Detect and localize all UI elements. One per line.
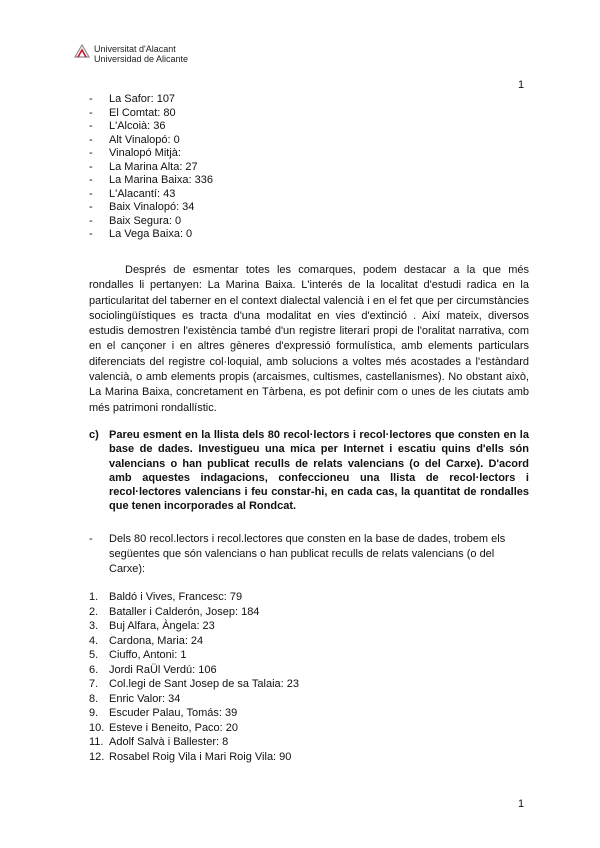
list-item-text: La Safor: 107 (109, 93, 176, 105)
question-c (89, 428, 529, 514)
list-item-text: La Vega Baixa: 0 (109, 228, 193, 240)
list-item: - La Marina Baixa: 336 (89, 174, 213, 186)
body-paragraph (89, 263, 529, 416)
list-item: - La Safor: 107 (89, 93, 176, 105)
page-number-top: 1 (518, 79, 525, 91)
list-item (89, 605, 299, 620)
item-text: Baldó i Vives, Francesc: 79 (109, 591, 243, 603)
item-number: 12. (89, 750, 105, 763)
item-number: 4. (89, 634, 99, 647)
item-number: 7. (89, 678, 99, 690)
logo-line-1: Universitat d'Alacant (94, 44, 176, 54)
list-item-text: La Marina Alta: 27 (109, 160, 198, 173)
list-item: - L'Alcoià: 36 (89, 120, 166, 132)
item-number: 11. (89, 736, 104, 748)
item-text: Adolf Salvà i Ballester: 8 (109, 736, 229, 748)
list-item-text: Baix Segura: 0 (109, 214, 182, 227)
logo-line-2: Universidad de Alicante (94, 54, 189, 64)
list-item-text: L'Alacantí: 43 (109, 187, 176, 200)
item-number: 9. (89, 707, 99, 719)
list-item: - La Marina Alta: 27 (89, 160, 198, 173)
answer-text: Dels 80 recol.lectors i recol.lectores que consten en la base de dades, trobem els següentes que són valencians o han publicat reculls de relats valencians (o del Carxe): (109, 533, 506, 575)
list-item-text: El Comtat: 80 (109, 106, 176, 119)
collectors-list (89, 590, 299, 764)
answer-dash: - (89, 533, 93, 545)
item-text: Ciuffo, Antoni: 1 (109, 649, 187, 661)
item-text: Buj Alfara, Àngela: 23 (109, 620, 215, 632)
university-logo-icon (74, 44, 90, 58)
page-number-bottom: 1 (518, 798, 525, 810)
question-text: Pareu esment en la llista dels 80 recol·lectors i recol·lectores que consten en la base de dades. Investigueu una mica per Internet i escatiu quins d'ells són valencians o han publicat reculls de relats valencians (o del Carxe). D'acord amb aquestes indagacions, confeccioneu una llista de recol·lectors i recol·lectores valencians i feu constar-hi, en cada cas, la quantitat de rondalles que tenen incorporades al Rondcat. (109, 429, 529, 513)
list-item-text: Alt Vinalopó: 0 (109, 133, 180, 146)
university-logo (74, 44, 188, 64)
list-item (89, 619, 299, 634)
item-text: Bataller i Calderón, Josep: 184 (109, 605, 260, 618)
paragraph-text: Després de esmentar totes les comarques, podem destacar a la que més rondalles li pertanyen: La Marina Baixa. L'interés de la localitat d'estudi radica en la particularitat del taberner en el context dialectal valencià i en el fet que per circumstàncies sociolingüístiques es tracta d'una modalitat en vies d'extinció . Així mateix, diversos estudis demostren l'existència també d'un registre literari propi de l'oralitat narrativa, com en el cançoner i en altres gèneres d'expressió formulística, amb elements particulars diferenciats del registre col·loquial, amb solucions a voltes més acostades a l'estàndard valencià, o amb elements propis (arcaismes, cultismes, castellanismes). No obstant això, La Marina Baixa, concretament en Tàrbena, es pot definir com o unes de les ciutats amb més patrimoni rondallístic. (89, 264, 529, 414)
logo-text (94, 44, 188, 64)
item-number: 6. (89, 663, 99, 676)
list-item: - El Comtat: 80 (89, 106, 176, 119)
item-text: Col.legi de Sant Josep de sa Talaia: 23 (109, 678, 299, 690)
item-number: 5. (89, 649, 99, 661)
question-label: c) (89, 429, 99, 441)
list-item (89, 706, 299, 721)
list-item-text: Baix Vinalopó: 34 (109, 201, 195, 213)
list-item (89, 648, 299, 663)
list-item (89, 750, 299, 765)
item-number: 8. (89, 692, 99, 705)
comarques-list (89, 93, 213, 242)
list-item (89, 634, 299, 649)
item-text: Rosabel Roig Vila i Mari Roig Vila: 90 (109, 750, 292, 763)
list-item (89, 692, 299, 707)
item-number: 10. (89, 721, 105, 734)
item-text: Cardona, Maria: 24 (109, 634, 204, 647)
list-item (89, 721, 299, 736)
item-text: Esteve i Beneito, Paco: 20 (109, 721, 239, 734)
list-item: - L'Alacantí: 43 (89, 187, 176, 200)
item-number: 3. (89, 620, 99, 632)
list-item: - La Vega Baixa: 0 (89, 228, 193, 240)
list-item (89, 590, 299, 605)
list-item: - Alt Vinalopó: 0 (89, 133, 180, 146)
list-item (89, 677, 299, 692)
list-item-text: L'Alcoià: 36 (109, 120, 166, 132)
list-item-text: Vinalopó Mitjà: (109, 147, 181, 159)
list-item-text: La Marina Baixa: 336 (109, 174, 213, 186)
item-text: Jordi RaÜl Verdú: 106 (109, 663, 217, 676)
list-item (89, 663, 299, 678)
list-item: - Vinalopó Mitjà: (89, 147, 181, 159)
item-text: Escuder Palau, Tomás: 39 (109, 707, 238, 719)
answer-intro (89, 532, 529, 577)
item-number: 2. (89, 605, 99, 618)
list-item: - Baix Segura: 0 (89, 214, 182, 227)
item-number: 1. (89, 591, 99, 603)
list-item: - Baix Vinalopó: 34 (89, 201, 195, 213)
item-text: Enric Valor: 34 (109, 692, 181, 705)
list-item (89, 735, 299, 750)
